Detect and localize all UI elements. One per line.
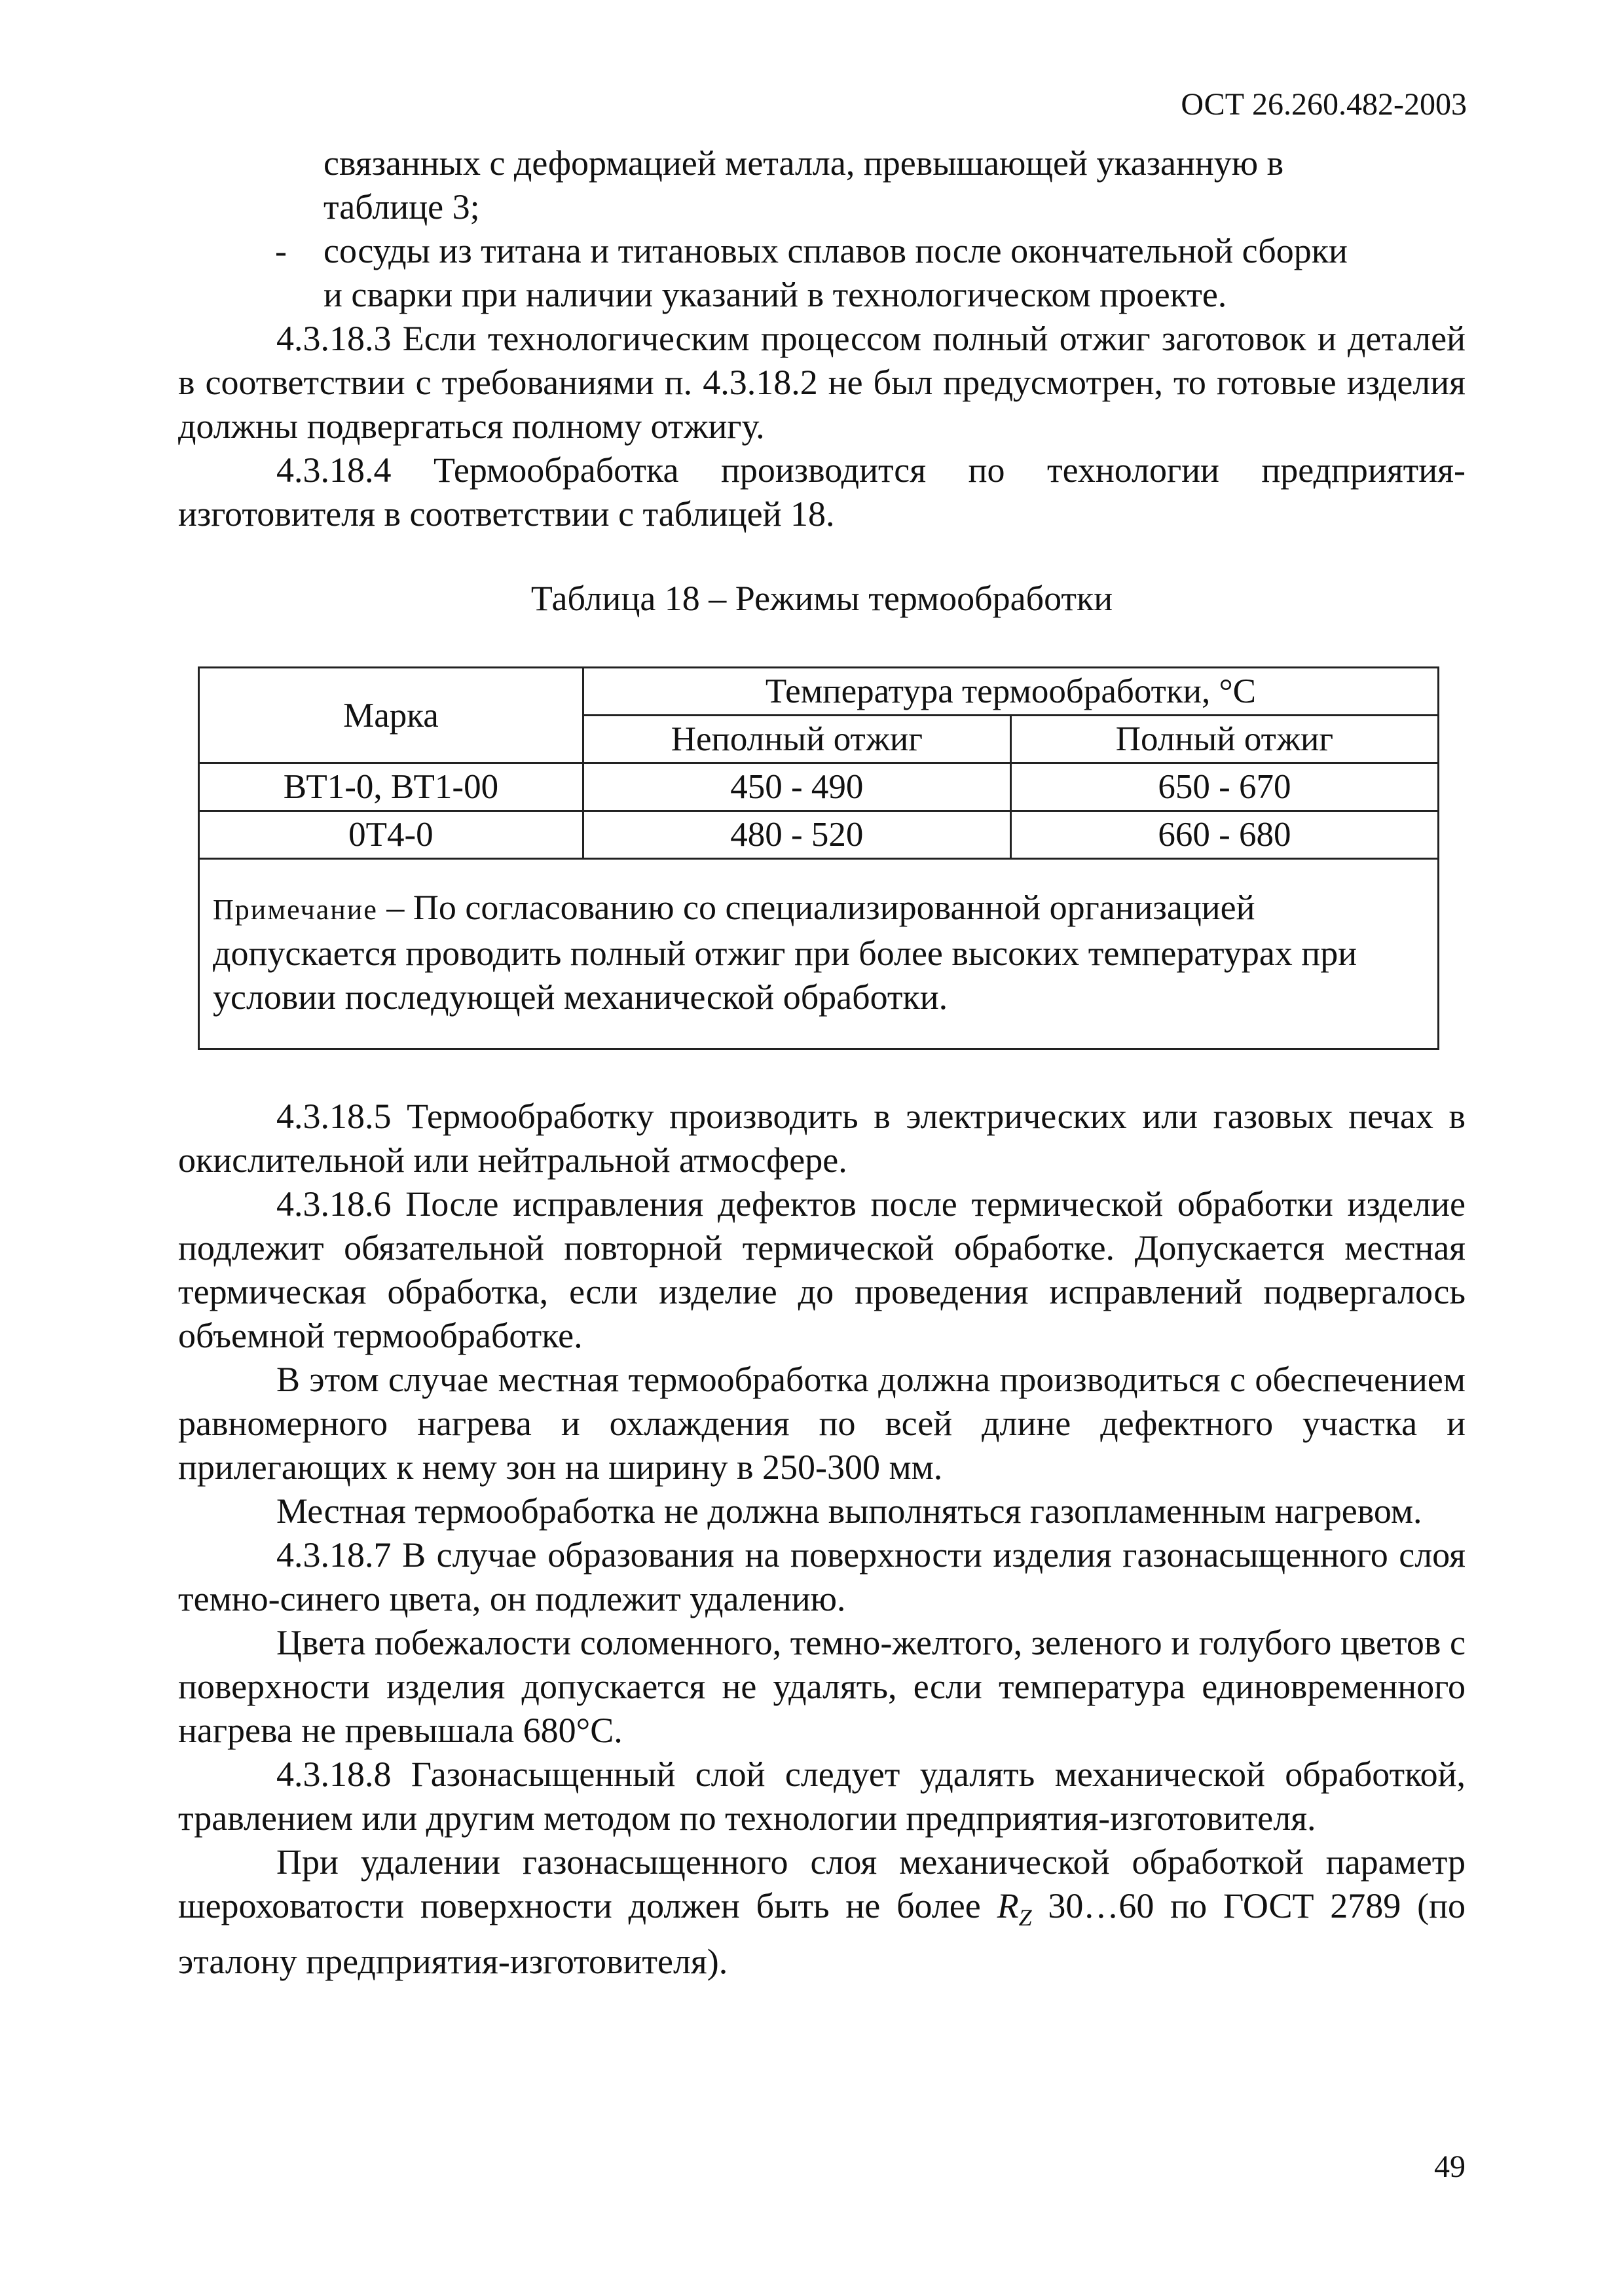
roughness-text-start: При удалении газонасыщенного слоя механической обработкой параметр шероховатости поверхности должен быть не более — [178, 1842, 1466, 1925]
header-grade: Марка — [199, 668, 583, 763]
dash-item-line-2: и сварки при наличии указаний в технологическом проекте. — [323, 275, 1227, 314]
paragraph-4-3-18-5: 4.3.18.5 Термообработку производить в электрических или газовых печах в окислительной или нейтральной атмосфере. — [178, 1097, 1466, 1180]
paragraph-no-gas-flame: Местная термообработка не должна выполняться газопламенным нагревом. — [276, 1491, 1422, 1531]
cell-partial: 480 - 520 — [583, 811, 1010, 859]
roughness-symbol-r: R — [997, 1886, 1019, 1925]
paragraph-4-3-18-4: 4.3.18.4 Термообработка производится по технологии предприятия-изготовителя в соответствии с таблицей 18. — [178, 450, 1466, 534]
paragraph-4-3-18-7: 4.3.18.7 В случае образования на поверхности изделия газонасыщенного слоя темно-синего цвета, он подлежит удалению. — [178, 1535, 1466, 1618]
dash-marker: - — [275, 231, 287, 270]
paragraph-4-3-18-8: 4.3.18.8 Газонасыщенный слой следует удалять механической обработкой, травлением или другим методом по технологии предприятия-изготовителя. — [178, 1755, 1466, 1838]
table-note — [199, 859, 1439, 1049]
dash-list-item — [178, 229, 1466, 317]
cell-partial: 450 - 490 — [583, 763, 1010, 811]
page-number: 49 — [1434, 2149, 1466, 2184]
document-code: ОСТ 26.260.482-2003 — [1181, 87, 1467, 122]
table-header-row — [199, 668, 1439, 716]
table-row — [199, 763, 1439, 811]
page-content — [178, 141, 1466, 1984]
roughness-text-end: 30…60 по ГОСТ 2789 (по эталону предприятия-изготовителя). — [178, 1886, 1466, 1981]
header-partial-annealing: Неполный отжиг — [583, 716, 1010, 763]
paragraph-temper-colors: Цвета побежалости соломенного, темно-желтого, зеленого и голубого цветов с поверхности изделия допускается не удалять, если температура единовременного нагрева не превышала 680°С. — [178, 1623, 1466, 1750]
note-text: – По согласованию со специализированной организацией допускается проводить полный отжиг при более высоких температурах при условии последующей механической обработки. — [213, 888, 1357, 1017]
header-temperature: Температура термообработки, °С — [583, 668, 1438, 716]
cell-full: 650 - 670 — [1010, 763, 1438, 811]
paragraph-local-treatment: В этом случае местная термообработка должна производиться с обеспечением равномерного нагрева и охлаждения по всей длине дефектного участка и прилегающих к нему зон на ширину в 250-300 мм. — [178, 1360, 1466, 1487]
table-title: Таблица 18 – Режимы термообработки — [530, 579, 1113, 618]
paragraph-4-3-18-6: 4.3.18.6 После исправления дефектов после термической обработки изделие подлежит обязательной повторной термической обработке. Допускается местная термическая обработка, если изделие до проведения исправлений подвергалось объемной термообработке. — [178, 1184, 1466, 1355]
paragraph-roughness — [178, 1840, 1466, 1984]
heat-treatment-table — [198, 666, 1439, 1050]
table-row — [199, 811, 1439, 859]
table-note-row — [199, 859, 1439, 1049]
cell-full: 660 - 680 — [1010, 811, 1438, 859]
roughness-symbol — [997, 1886, 1032, 1931]
cell-grade: ВТ1-0, ВТ1-00 — [199, 763, 583, 811]
paragraphs-after-table — [178, 1095, 1466, 1984]
dash-item-line-1: сосуды из титана и титановых сплавов после окончательной сборки — [323, 231, 1348, 270]
roughness-symbol-sub: Z — [1018, 1904, 1032, 1931]
cell-grade: 0Т4-0 — [199, 811, 583, 859]
continuation-line-1: связанных с деформацией металла, превышающей указанную в — [323, 143, 1284, 183]
paragraph-4-3-18-3: 4.3.18.3 Если технологическим процессом полный отжиг заготовок и деталей в соответствии с требованиями п. 4.3.18.2 не был предусмотрен, то готовые изделия должны подвергаться полному отжигу. — [178, 319, 1466, 446]
continuation-line-2: таблице 3; — [323, 187, 480, 227]
header-full-annealing: Полный отжиг — [1010, 716, 1438, 763]
note-label: Примечание — [213, 894, 378, 926]
